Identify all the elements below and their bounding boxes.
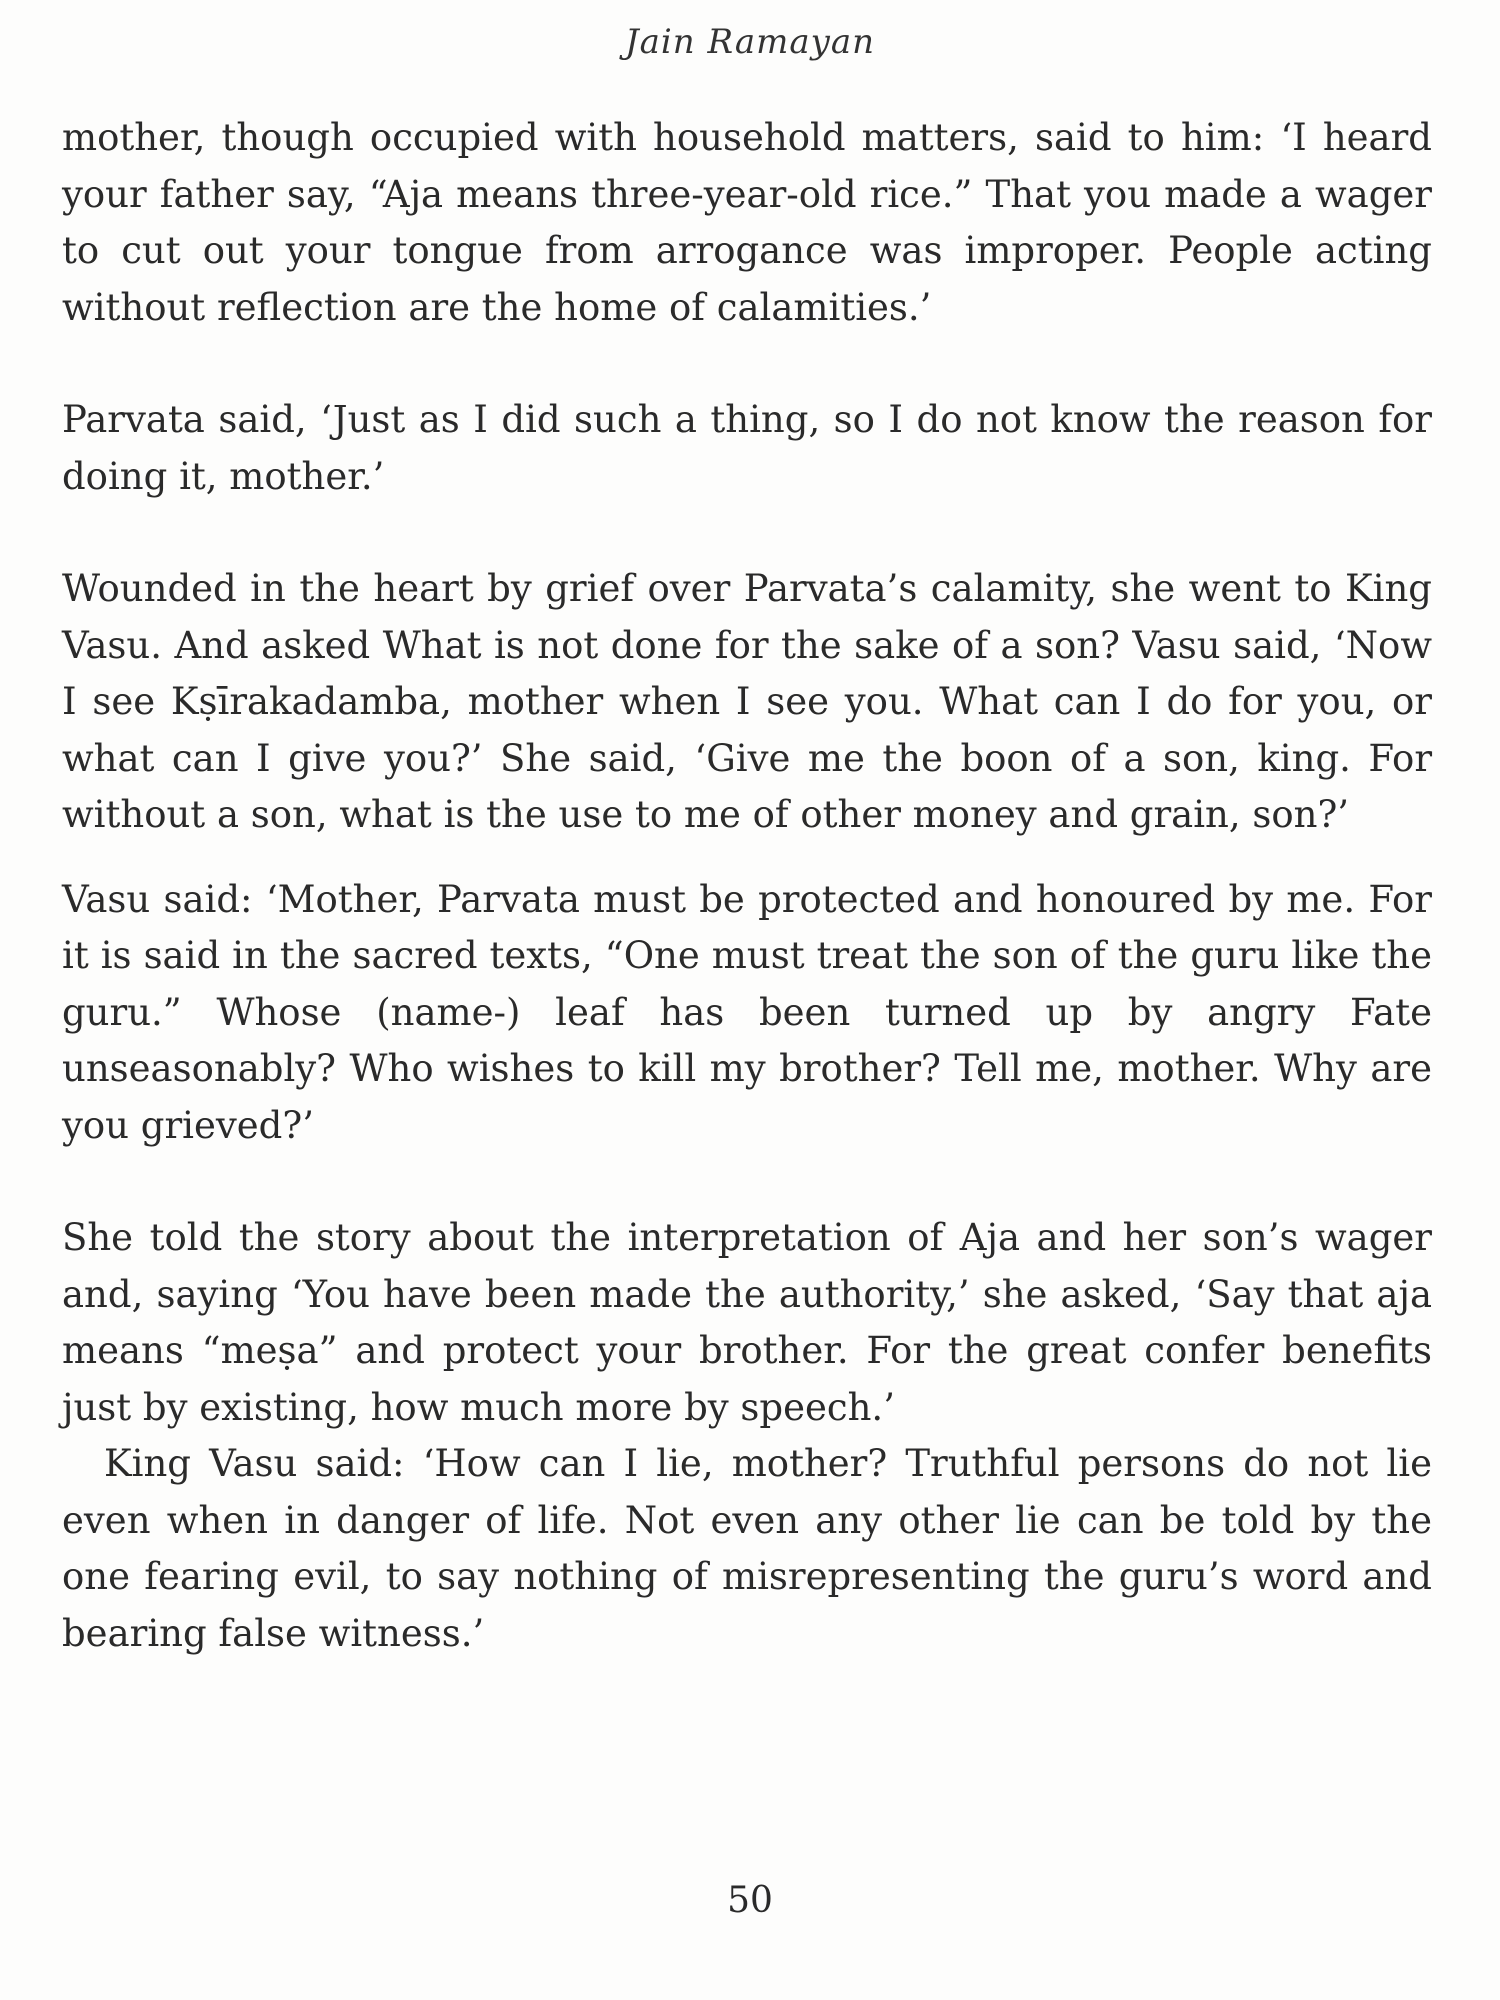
paragraph-spacer (62, 505, 1432, 561)
running-head-title: Jain Ramayan (624, 22, 876, 62)
paragraph-spacer (62, 336, 1432, 392)
body-text (62, 110, 1432, 1662)
paragraph-1: mother, though occupied with household matters, said to him: ‘I heard your father say, “Aja means three-year-old rice.” That you made a wager to cut out your tongue from arrogance was improper. People acting without reflection are the home of calamities.’ (62, 116, 1432, 329)
paragraph-6: King Vasu said: ‘How can I lie, mother? Truthful persons do not lie even when in danger of life. Not even any other lie can be told by the one fearing evil, to say nothing of misrepresenting the guru’s word and bearing false witness.’ (62, 1442, 1432, 1655)
paragraph-4: Vasu said: ‘Mother, Parvata must be protected and honoured by me. For it is said in the sacred texts, “One must treat the son of the guru like the guru.” Whose (name-) leaf has been turned up by angry Fate unseasonably? Who wishes to kill my brother? Tell me, mother. Why are you grieved?’ (62, 877, 1432, 1147)
page-number: 50 (727, 1880, 773, 1921)
paragraph-spacer (62, 844, 1432, 872)
paragraph-spacer (62, 1154, 1432, 1210)
paragraph-2: Parvata said, ‘Just as I did such a thing, so I do not know the reason for doing it, mother.’ (62, 398, 1432, 498)
paragraph-5: She told the story about the interpretation of Aja and her son’s wager and, saying ‘You have been made the authority,’ she asked, ‘Say that aja means “meṣa” and protect your brother. For the great confer benefits just by existing, how much more by speech.’ (62, 1216, 1432, 1429)
paragraph-3: Wounded in the heart by grief over Parvata’s calamity, she went to King Vasu. And asked What is not done for the sake of a son? Vasu said, ‘Now I see Kṣīrakadamba, mother when I see you. What can I do for you, or what can I give you?’ She said, ‘Give me the boon of a son, king. For without a son, what is the use to me of other money and grain, son?’ (62, 567, 1432, 836)
